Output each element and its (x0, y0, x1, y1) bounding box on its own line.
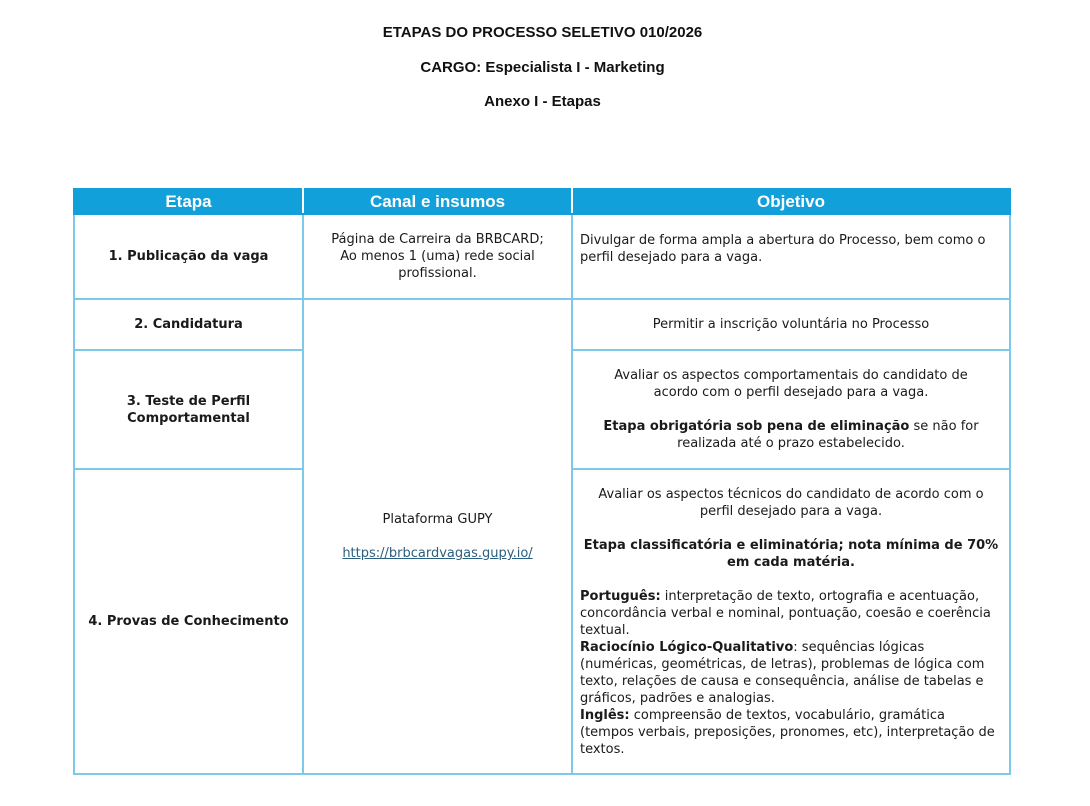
stages-table (73, 188, 1011, 775)
stage-name: 1. Publicação da vaga (74, 214, 303, 299)
stage-name: 2. Candidatura (74, 299, 303, 350)
channel-text: Ao menos 1 (uma) rede social profissional. (340, 249, 535, 281)
stage-name: 4. Provas de Conhecimento (74, 469, 303, 774)
subject-content: interpretação de texto, ortografia e acentuação, concordância verbal e nominal, pontuação, coesão e coerência textual. (580, 588, 991, 638)
objective-cell (572, 214, 1010, 299)
channel-cell (303, 214, 572, 299)
subject-raciocinio (580, 639, 1002, 707)
subject-portugues (580, 588, 1002, 639)
requirement-bold: Etapa obrigatória sob pena de eliminação (603, 419, 910, 434)
subject-content: compreensão de textos, vocabulário, gramática (tempos verbais, preposições, pronomes, etc), interpretação de textos. (580, 707, 995, 757)
platform-name: Plataforma GUPY (382, 512, 493, 527)
channel-cell-shared (303, 299, 572, 774)
subject-name: Raciocínio Lógico-Qualitativo (580, 639, 794, 655)
subject-name: Inglês: (580, 707, 630, 723)
requirement-text: se não for realizada até o prazo estabelecido. (677, 419, 979, 451)
objective-cell (572, 299, 1010, 350)
objective-cell (572, 350, 1010, 469)
channel-text: Página de Carreira da BRBCARD; (331, 232, 544, 247)
annex-title: Anexo I - Etapas (484, 93, 601, 110)
column-header-canal: Canal e insumos (303, 189, 572, 214)
objective-text: Divulgar de forma ampla a abertura do Processo, bem como o perfil desejado para a vaga. (580, 233, 986, 265)
column-header-etapa: Etapa (74, 189, 303, 214)
subject-name: Português: (580, 588, 661, 604)
objective-text: Avaliar os aspectos técnicos do candidato de acordo com o perfil desejado para a vaga. (598, 486, 984, 519)
stage-name: 3. Teste de Perfil Comportamental (74, 350, 303, 469)
table-row (74, 214, 1010, 299)
subject-content: : sequências lógicas (numéricas, geométricas, de letras), problemas de lógica com texto, relações de causa e consequência, análise de tabelas e gráficos, padrões e analogias. (580, 639, 985, 706)
job-position: CARGO: Especialista I - Marketing (420, 59, 665, 76)
objective-text: Avaliar os aspectos comportamentais do candidato de acordo com o perfil desejado para a vaga. (614, 368, 968, 400)
table-header-row (74, 189, 1010, 214)
column-header-objetivo: Objetivo (572, 189, 1010, 214)
subject-ingles (580, 707, 1002, 758)
table-row (74, 299, 1010, 350)
document-title: ETAPAS DO PROCESSO SELETIVO 010/2026 (382, 24, 703, 41)
objective-cell (572, 469, 1010, 774)
gupy-link[interactable]: https://brbcardvagas.gupy.io/ (342, 546, 533, 561)
requirement-bold: Etapa classificatória e eliminatória; nota mínima de 70% em cada matéria. (583, 537, 999, 570)
objective-text: Permitir a inscrição voluntária no Processo (652, 317, 930, 332)
